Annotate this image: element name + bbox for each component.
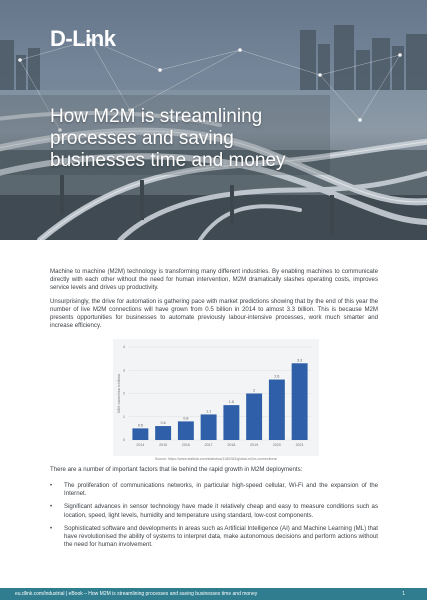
x-tick-label: 2015 — [159, 443, 168, 447]
factors-list — [50, 482, 378, 554]
footer-text: eu.dlink.com/industrial | eBook – How M2M is streamlining processes and saving businesses time and money — [15, 591, 258, 597]
list-item-text: The proliferation of communications networks, in particular high-speed cellular, Wi-Fi and the expansion of the Internet. — [64, 482, 378, 498]
bullet-marker: • — [50, 482, 53, 489]
list-item-text: Sophisticated software and developments in areas such as Artificial Intelligence (AI) and Machine Learning (ML) that have revolutionised the ability of systems to interpret data, make autonomous decisions and perform actions without the need for human involvement. — [64, 524, 378, 549]
chart-figure — [113, 339, 319, 456]
d-link-logo: D-Link — [50, 26, 116, 51]
x-tick-label: 2014 — [136, 443, 145, 447]
x-tick-label: 2020 — [272, 443, 281, 447]
data-label: 0.8 — [183, 416, 189, 421]
page-number: 1 — [402, 591, 405, 597]
paragraph: Machine to machine (M2M) technology is transforming many different industries. By enabling machines to communicate directly with each other without the need for human intervention, M2M dramatically slashes operating costs, improves service levels and drives up productivity. — [50, 268, 378, 292]
x-tick-label: 2018 — [227, 443, 236, 447]
bar — [178, 421, 194, 440]
list-item — [50, 482, 378, 498]
bar — [269, 380, 285, 440]
list-item — [50, 525, 378, 550]
y-tick-label: 4 — [123, 345, 125, 350]
data-label: 0.5 — [137, 423, 143, 428]
y-tick-label: 0 — [123, 438, 125, 443]
data-label: 2.6 — [274, 374, 280, 379]
y-tick-label: 3 — [123, 368, 125, 373]
bar — [292, 363, 308, 440]
y-tick-label: 2 — [123, 391, 125, 396]
data-label: 1.1 — [206, 409, 212, 414]
bar — [132, 428, 148, 440]
list-item — [50, 503, 378, 519]
data-label: 0.6 — [160, 421, 166, 426]
bar — [246, 394, 262, 441]
chart-source: Source: https://www.statista.com/statistics/1180283/global-m2m-connections/ — [154, 457, 278, 461]
x-tick-label: 2017 — [204, 443, 213, 447]
x-tick-label: 2019 — [250, 443, 259, 447]
paragraph: Unsurprisingly, the drive for automation is gathering pace with market predictions showing that by the end of this year the number of live M2M connections will have grown from 0.5 billion in 2014 to almost 3.3 billion. This is because M2M presents opportunities for businesses to automate previously labour-intensive processes, work much smarter and increase efficiency. — [50, 297, 378, 330]
hero-banner — [0, 0, 427, 240]
bullet-marker: • — [50, 524, 53, 532]
footer-bar — [0, 588, 427, 600]
data-label: 2 — [253, 388, 256, 393]
bullet-marker: • — [50, 503, 53, 511]
y-axis-label: M2M connections in billions — [117, 374, 121, 413]
bar — [155, 426, 171, 440]
bullets-lead: There are a number of important factors that lie behind the rapid growth in M2M deployments: — [50, 466, 303, 473]
m2m-connections-chart — [113, 339, 319, 456]
page-title: How M2M is streamlining processes and saving businesses time and money — [50, 106, 286, 171]
x-tick-label: 2021 — [295, 443, 304, 447]
data-label: 1.5 — [228, 400, 234, 405]
y-tick-label: 1 — [123, 414, 125, 419]
intro-text — [50, 268, 378, 335]
x-tick-label: 2016 — [181, 443, 190, 447]
bar — [223, 405, 239, 440]
list-item-text: Significant advances in sensor technology have made it relatively cheap and easy to measure conditions such as location, speed, light levels, humidity and temperature using standard, low-cost components. — [64, 503, 378, 519]
data-label: 3.3 — [297, 358, 303, 363]
bar — [201, 414, 217, 440]
